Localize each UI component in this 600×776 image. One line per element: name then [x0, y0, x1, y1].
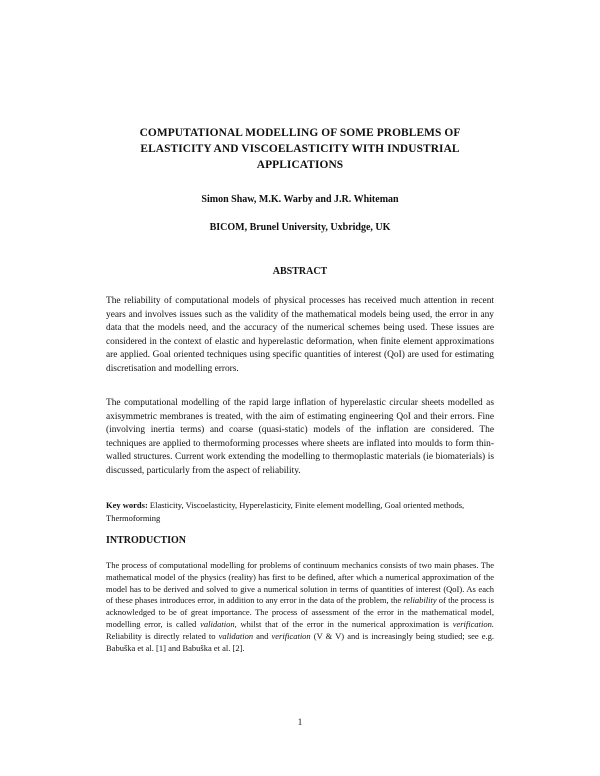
intro-emphasis: verification: [271, 630, 311, 641]
abstract-paragraph-2: The computational modelling of the rapid large inflation of hyperelastic circular sheets modelled as axisymmetric membranes is treated, with the aim of estimating engineering QoI and their errors. Fine (involving inertia terms) and coarse (quasi-static) models of the inflation are considered. The techniques are applied to thermoforming processes where sheets are inflated into moulds to form thin-walled structures. Current work extending the modelling to thermoplastic materials (ie biomaterials) is discussed, particularly from the aspect of reliability.: [106, 398, 494, 476]
affiliation: BICOM, Brunel University, Uxbridge, UK: [209, 222, 391, 233]
abstract-heading: ABSTRACT: [272, 266, 328, 277]
keywords: [106, 499, 496, 524]
intro-emphasis: validation: [218, 630, 254, 641]
intro-text: (V & V) and is increasingly being studied; see e.g. Babuška et al. [1] and Babuška et al. [2].: [106, 630, 495, 653]
intro-emphasis: verification.: [452, 618, 494, 629]
introduction-paragraph: [106, 560, 494, 654]
paper-title: [100, 125, 500, 173]
title-line: ELASTICITY AND VISCOELASTICITY WITH INDUSTRIAL: [140, 143, 460, 155]
intro-emphasis: validation: [200, 618, 235, 629]
introduction-heading: INTRODUCTION: [106, 535, 187, 546]
authors: Simon Shaw, M.K. Warby and J.R. Whiteman: [201, 194, 399, 205]
page-number: 1: [297, 717, 303, 727]
title-line: COMPUTATIONAL MODELLING OF SOME PROBLEMS OF: [139, 127, 461, 139]
intro-text: The process of computational modelling for problems of continuum mechanics consists of two main phases. The mathematical model of the physics (reality) has first to be defined, after which a numerical approximation of the model has to be derived and solved to give a numerical solution in terms of quantities of interest (QoI). As each of these phases introduces error, in addition to any error in the data of the problem, the: [106, 560, 494, 606]
intro-emphasis: reliability: [403, 595, 437, 606]
keywords-label: Key words:: [106, 500, 148, 510]
intro-text: and: [253, 630, 272, 641]
intro-text: of the process is acknowledged to be of great importance. The process of assessment of the error in the mathematical model, modelling error, is called: [106, 595, 494, 629]
title-line: APPLICATIONS: [256, 159, 344, 171]
abstract-paragraph-1: The reliability of computational models of physical processes has received much attention in recent years and involves issues such as the validity of the mathematical models being used, the error in any data that the models need, and the accuracy of the numerical schemes being used. These issues are considered in the context of elastic and hyperelastic deformation, when finite element approximations are applied. Goal oriented techniques using specific quantities of interest (QoI) are used for estimating discretisation and modelling errors.: [106, 296, 494, 374]
intro-text: , whilst that of the error in the numerical approximation is: [234, 618, 453, 629]
keywords-text: Elasticity, Viscoelasticity, Hyperelasticity, Finite element modelling, Goal oriented methods, Thermoforming: [106, 500, 465, 523]
intro-text: Reliability is directly related to: [106, 630, 219, 641]
